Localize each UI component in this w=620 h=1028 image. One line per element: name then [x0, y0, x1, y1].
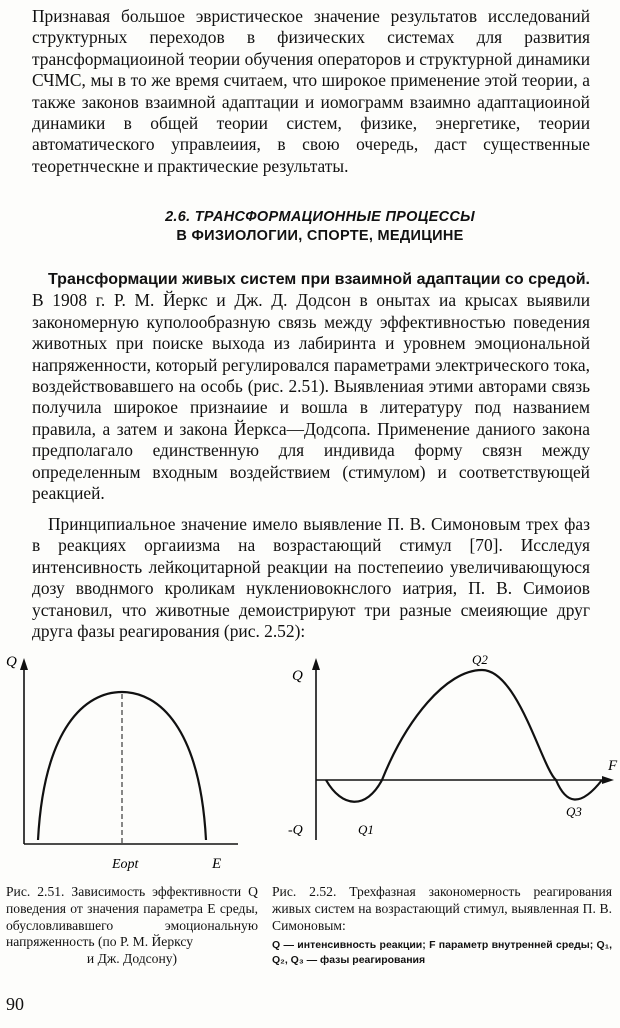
x-axis-arrow: [602, 776, 614, 784]
y-axis-label: Q: [6, 654, 17, 670]
figure-2-51-chart: [0, 648, 262, 876]
y-axis-label: Q: [292, 668, 303, 684]
yerkes-dodson-paragraph: [32, 268, 590, 504]
negative-axis-label: -Q: [288, 823, 303, 838]
phase-label-2: Q2: [472, 652, 488, 667]
x-axis-label: F: [608, 758, 618, 774]
figure-2-51-caption-text: Рис. 2.51. Зависимость эффективности Q поведения от значения параметра E среды, обусловливавшего эмоциональную напряженность (по Р. М. Йерксу: [6, 884, 258, 950]
phase-label-3: Q3: [566, 804, 582, 819]
y-axis-arrow: [20, 658, 28, 670]
intro-paragraph: Признавая большое эвристическое значение результатов исследований структурных переходов в физических системах для развития трансформациоиной теории обучения операторов и структурной динамики СЧМС, мы в то же время считаем, что широкое применение этой теории, а также законов взаимной адаптации и иомограмм взаимно адаптациоиной динамики в общей теории систем, физике, энергетике, теории автоматического управлеиия, в свою очередь, даст существенные теоретнческне и практические результаты.: [32, 6, 590, 176]
section-heading: [100, 208, 540, 246]
phase-label-1: Q1: [358, 822, 374, 837]
figure-2-51-caption: [6, 884, 258, 968]
three-phase-curve: [326, 670, 602, 802]
y-axis-arrow: [312, 658, 320, 670]
page-number: 90: [6, 994, 24, 1014]
paragraph-lead: Трансформации живых систем при взаимной адаптации со средой.: [48, 271, 590, 288]
simonov-paragraph-text: Принципиальное значение имело выявление П. В. Симоновым трех фаз в реакциях оргаиизма на возрастающий стимул [70]. Исследуя интенсивность лейкоцитарной реакции на постепеиио увеличивающуюся дозу вводнмого кроликам нуклениовокнслого иатрия, П. В. Симоиов установил, что животные демоистрируют три разные смеияющие друг друга фазы реагирования (рис. 2.52):: [32, 514, 590, 642]
figure-2-52-legend: Q — интенсивность реакции; F параметр внутренней среды; Q₁, Q₂, Q₃ — фазы реагирования: [272, 939, 612, 967]
figure-2-52-chart: [270, 648, 620, 876]
figure-2-52-caption-text: Рис. 2.52. Трехфазная закономерность реагирования живых систем на возрастающий стимул, выявленная П. В. Симоновым:: [272, 884, 612, 933]
optimum-label: Eopt: [112, 857, 139, 872]
section-heading-line-1: 2.6. ТРАНСФОРМАЦИОННЫЕ ПРОЦЕССЫ: [165, 209, 475, 225]
paragraph-body: В 1908 г. Р. М. Йеркс и Дж. Д. Додсон в онытах иа крысах выявили закономерную куполообразную связь между эффективностью поведения животных при поиске выхода из лабиринта и уровнем эмоциональной напряженности, который регулировался параметрами электрического тока, воздействовавшего на особь (рис. 2.51). Выявлениая этими авторами связь получила широкое признаиие и вошла в литературу под названием правила, а затем и закона Йеркса—Додсопа. Применение даниого закона предполагало единственную для индивида форму связн между определенным входным воздействием (стимулом) и соответствующей реакцией.: [32, 290, 590, 504]
figure-2-51-caption-end: и Дж. Додсону): [86, 951, 178, 967]
x-axis-label: E: [212, 856, 222, 872]
figure-2-52-caption: [272, 884, 612, 968]
simonov-paragraph: [32, 514, 590, 642]
section-heading-line-2: В ФИЗИОЛОГИИ, СПОРТЕ, МЕДИЦИНЕ: [176, 228, 464, 244]
